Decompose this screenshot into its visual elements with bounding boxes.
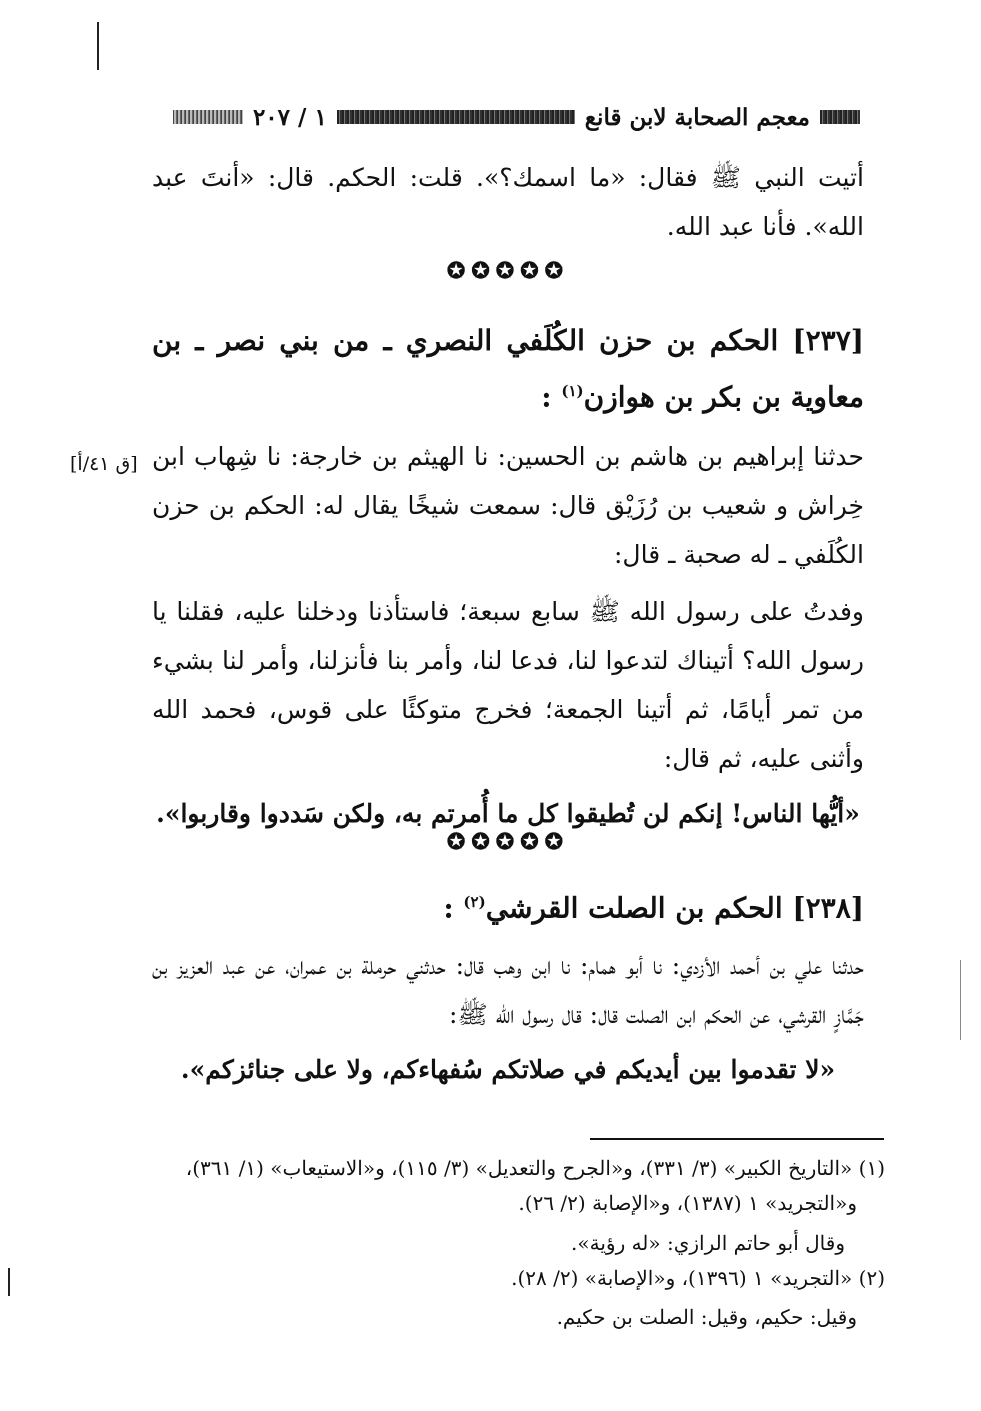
scan-mark [960,960,961,1040]
entry-238-isnad: حدثنا علي بن أحمد الأزدي: نا أبو همام: نا ابن وهب قال: حدثني حرملة بن عمران، عن عبد العزيز بن جَمَّازٍ القرشي، عن الحكم ابن الصلت قال: قال رسول الله ﷺ: [152,951,864,1030]
intro-paragraph: أتيت النبي ﷺ فقال: «ما اسمك؟». قلت: الحكم. قال: «أنتَ عبد الله». فأنا عبد الله. [152,163,864,241]
footnote-line: وقيل: حكيم، وقيل: الصلت بن حكيم. [556,1305,857,1329]
entry-237-title-colon: : [541,380,552,414]
separator: ✪✪✪✪✪ [446,829,570,855]
header-ornament [820,110,860,124]
entry-237-title [152,316,864,422]
scan-mark [97,22,99,70]
separator: ✪✪✪✪✪ [446,258,570,284]
footnote-ref-1: (١) [561,382,584,400]
page-number: ١ / ٢٠٧ [252,103,327,131]
entry-238-title-text: [٢٣٨] الحكم بن الصلت القرشي [485,891,864,925]
entry-238-title [152,877,864,933]
footnote-line: (١) «التاريخ الكبير» (٣/ ٣٣١)، و«الجرح والتعديل» (٣/ ١١٥)، و«الاستيعاب» (١/ ٣٦١)، [185,1156,885,1180]
entry-237-isnad: حدثنا إبراهيم بن هاشم بن الحسين: نا الهيثم بن خارجة: نا شِهاب ابن خِراش و شعيب بن رُزَيْق قال: سمعت شيخًا يقال له: الحكم بن حزن الكُلَفي ـ له صحبة ـ قال: [152,442,864,570]
entry-238-hadith: «لا تقدموا بين أيديكم في صلاتكم سُفهاءكم، ولا على جنائزكم». [180,1055,836,1085]
header-ornament [337,110,575,124]
footnote-line: (٢) «التجريد» ١ (١٣٩٦)، و«الإصابة» (٢/ ٢٨). [511,1266,885,1290]
entry-237-title-text: [٢٣٧] الحكم بن حزن الكُلَفي النصري ـ من بني نصر ـ بن معاوية بن بكر بن هوازن [152,324,864,414]
entry-237-hadith: «أيُّها الناس! إنكم لن تُطيقوا كل ما أُمرتم به، ولكن سَددوا وقاربوا». [156,799,860,829]
header-ornament [173,110,243,124]
footnote-line: و«التجريد» ١ (١٣٨٧)، و«الإصابة (٢/ ٢٦). [518,1191,857,1215]
footnote-line: وقال أبو حاتم الرازي: «له رؤية». [571,1231,845,1255]
book-title: معجم الصحابة لابن قانع [584,103,810,131]
intro-block [152,153,864,251]
entry-237-narrative: وفدتُ على رسول الله ﷺ سابع سبعة؛ فاستأذنا ودخلنا عليه، فقلنا يا رسول الله؟ أتيناك لتدعوا لنا، فدعا لنا، وأمر بنا فأنزلنا، وأمر لنا بشيء من تمر أيامًا، ثم أتينا الجمعة؛ فخرج متوكئًا على قوس، فحمد الله وأثنى عليه، ثم قال: [152,597,864,774]
running-header [150,102,860,132]
margin-manuscript-ref: [ق ٤١/أ] [70,453,138,475]
footnote-ref-2: (٢) [463,893,486,911]
footnote-rule [590,1138,884,1140]
entry-238 [152,877,864,1094]
scan-mark [8,1268,10,1296]
entry-237 [152,316,864,838]
entry-238-title-colon: : [443,891,454,925]
